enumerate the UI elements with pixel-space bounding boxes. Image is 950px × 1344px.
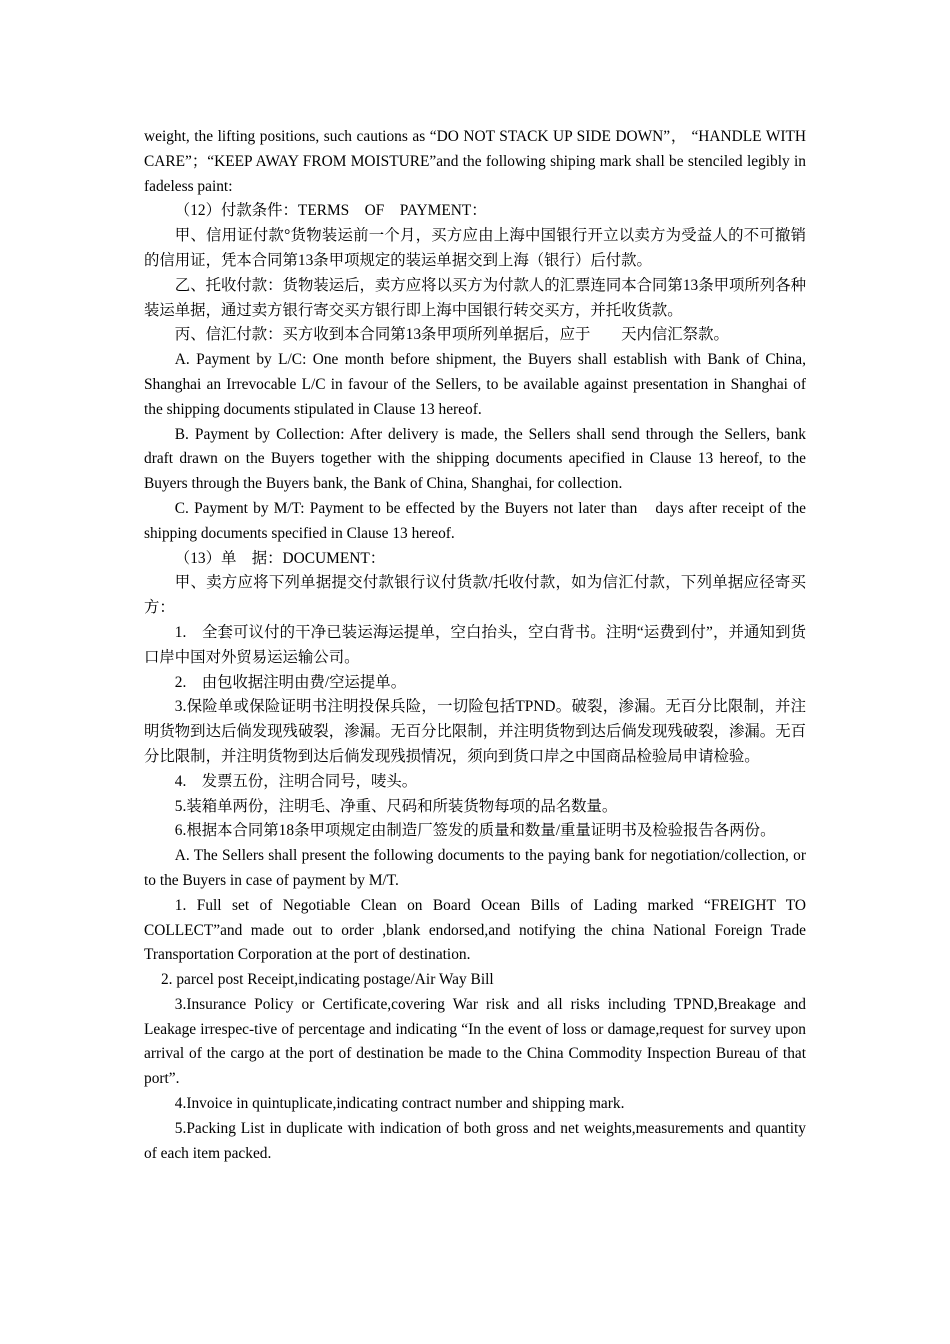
paragraph-payment-collection-en: B. Payment by Collection: After delivery is made, the Sellers shall send through the Sellers, bank draft drawn on the Buyers together with the shipping documents apecified in Clause 13 hereof, to the Buyers through the Buyers bank, the Bank of China, Shanghai, for collection. xyxy=(144,425,806,493)
list-item-certificate-cn: 6.根据本合同第18条甲项规定由制造厂签发的质量和数量/重量证明书及检验报告各两份。 xyxy=(174,822,776,840)
paragraph-payment-lc-cn: 甲、信用证付款°货物装运前一个月，买方应由上海中国银行开立以卖方为受益人的不可撤销的信用证，凭本合同第13条甲项规定的装运单据交到上海（银行）后付款。 xyxy=(144,227,806,269)
list-item-invoice-en: 4.Invoice in quintuplicate,indicating contract number and shipping mark. xyxy=(174,1095,625,1113)
paragraph-payment-collection-cn: 乙、托收付款：货物装运后，卖方应将以买方为付款人的汇票连同本合同第13条甲项所列各种装运单据，通过卖方银行寄交买方银行即上海中国银行转交买方，并托收货款。 xyxy=(144,276,806,319)
paragraph-payment-lc-en: A. Payment by L/C: One month before shipment, the Buyers shall establish with Bank of China, Shanghai an Irrevocable L/C in favour of the Sellers, to be available against presentation in Shanghai of the shipping documents stipulated in Clause 13 hereof. xyxy=(144,351,806,418)
heading-terms-of-payment: （12）付款条件：TERMS OF PAYMENT： xyxy=(174,202,487,220)
list-item-insurance-en: 3.Insurance Policy or Certificate,covering War risk and all risks including TPND,Breakage and Leakage irrespec-tive of percentage and indicating “In the event of loss or damage,request for survey upon arrival of the cargo at the port of destination be made to the China Commodity Inspection Bureau of that port”. xyxy=(144,995,806,1088)
paragraph-payment-mt-cn: 丙、信汇付款：买方收到本合同第13条甲项所列单据后，应于 天内信汇祭款。 xyxy=(174,326,729,344)
paragraph-payment-mt-en: C. Payment by M/T: Payment to be effected by the Buyers not later than days after receipt of the shipping documents specified in Clause 13 hereof. xyxy=(144,499,806,542)
paragraph-documents-intro-cn: 甲、卖方应将下列单据提交付款银行议付货款/托收付款，如为信汇付款，下列单据应径寄买方： xyxy=(144,574,806,617)
list-item-parcel-receipt-en: 2. parcel post Receipt,indicating postage/Air Way Bill xyxy=(160,971,494,989)
document-page xyxy=(144,125,806,1166)
list-item-bill-of-lading-en: 1. Full set of Negotiable Clean on Board Ocean Bills of Lading marked “FREIGHT TO COLLECT”and made out to order ,blank endorsed,and notifying the china National Foreign Trade Transportation Corporation at the port of destination. xyxy=(144,896,806,964)
list-item-insurance-cn: 3.保险单或保险证明书注明投保兵险，一切险包括TPND。破裂，渗漏。无百分比限制，并注明货物到达后倘发现残破裂，渗漏。无百分比限制，并注明货物到达后倘发现残破裂，渗漏。无百分比限制，并注明货物到达后倘发现残损情况，须向到货口岸之中国商品检验局申请检验。 xyxy=(144,698,806,765)
list-item-packing-list-en: 5.Packing List in duplicate with indication of both gross and net weights,measurements and quantity of each item packed. xyxy=(144,1119,806,1162)
list-item-bill-of-lading-cn: 1. 全套可议付的干净已装运海运提单，空白抬头，空白背书。注明“运费到付”，并通知到货口岸中国对外贸易运运输公司。 xyxy=(144,623,806,666)
list-item-packing-list-cn: 5.装箱单两份，注明毛、净重、尺码和所装货物每项的品名数量。 xyxy=(174,797,618,815)
list-item-invoice-cn: 4. 发票五份，注明合同号，唛头。 xyxy=(174,772,418,790)
paragraph-packing-marks: weight, the lifting positions, such cautions as “DO NOT STACK UP SIDE DOWN”， “HANDLE WITH CARE”；“KEEP AWAY FROM MOISTURE”and the following shiping mark shall be stenciled legibly in fadeless paint: xyxy=(144,128,806,195)
heading-documents: （13）单 据：DOCUMENT： xyxy=(174,549,386,567)
paragraph-documents-intro-en: A. The Sellers shall present the following documents to the paying bank for negotiation/collection, or to the Buyers in case of payment by M/T. xyxy=(144,847,806,889)
list-item-parcel-receipt-cn: 2. 由包收据注明由费/空运提单。 xyxy=(174,673,407,691)
